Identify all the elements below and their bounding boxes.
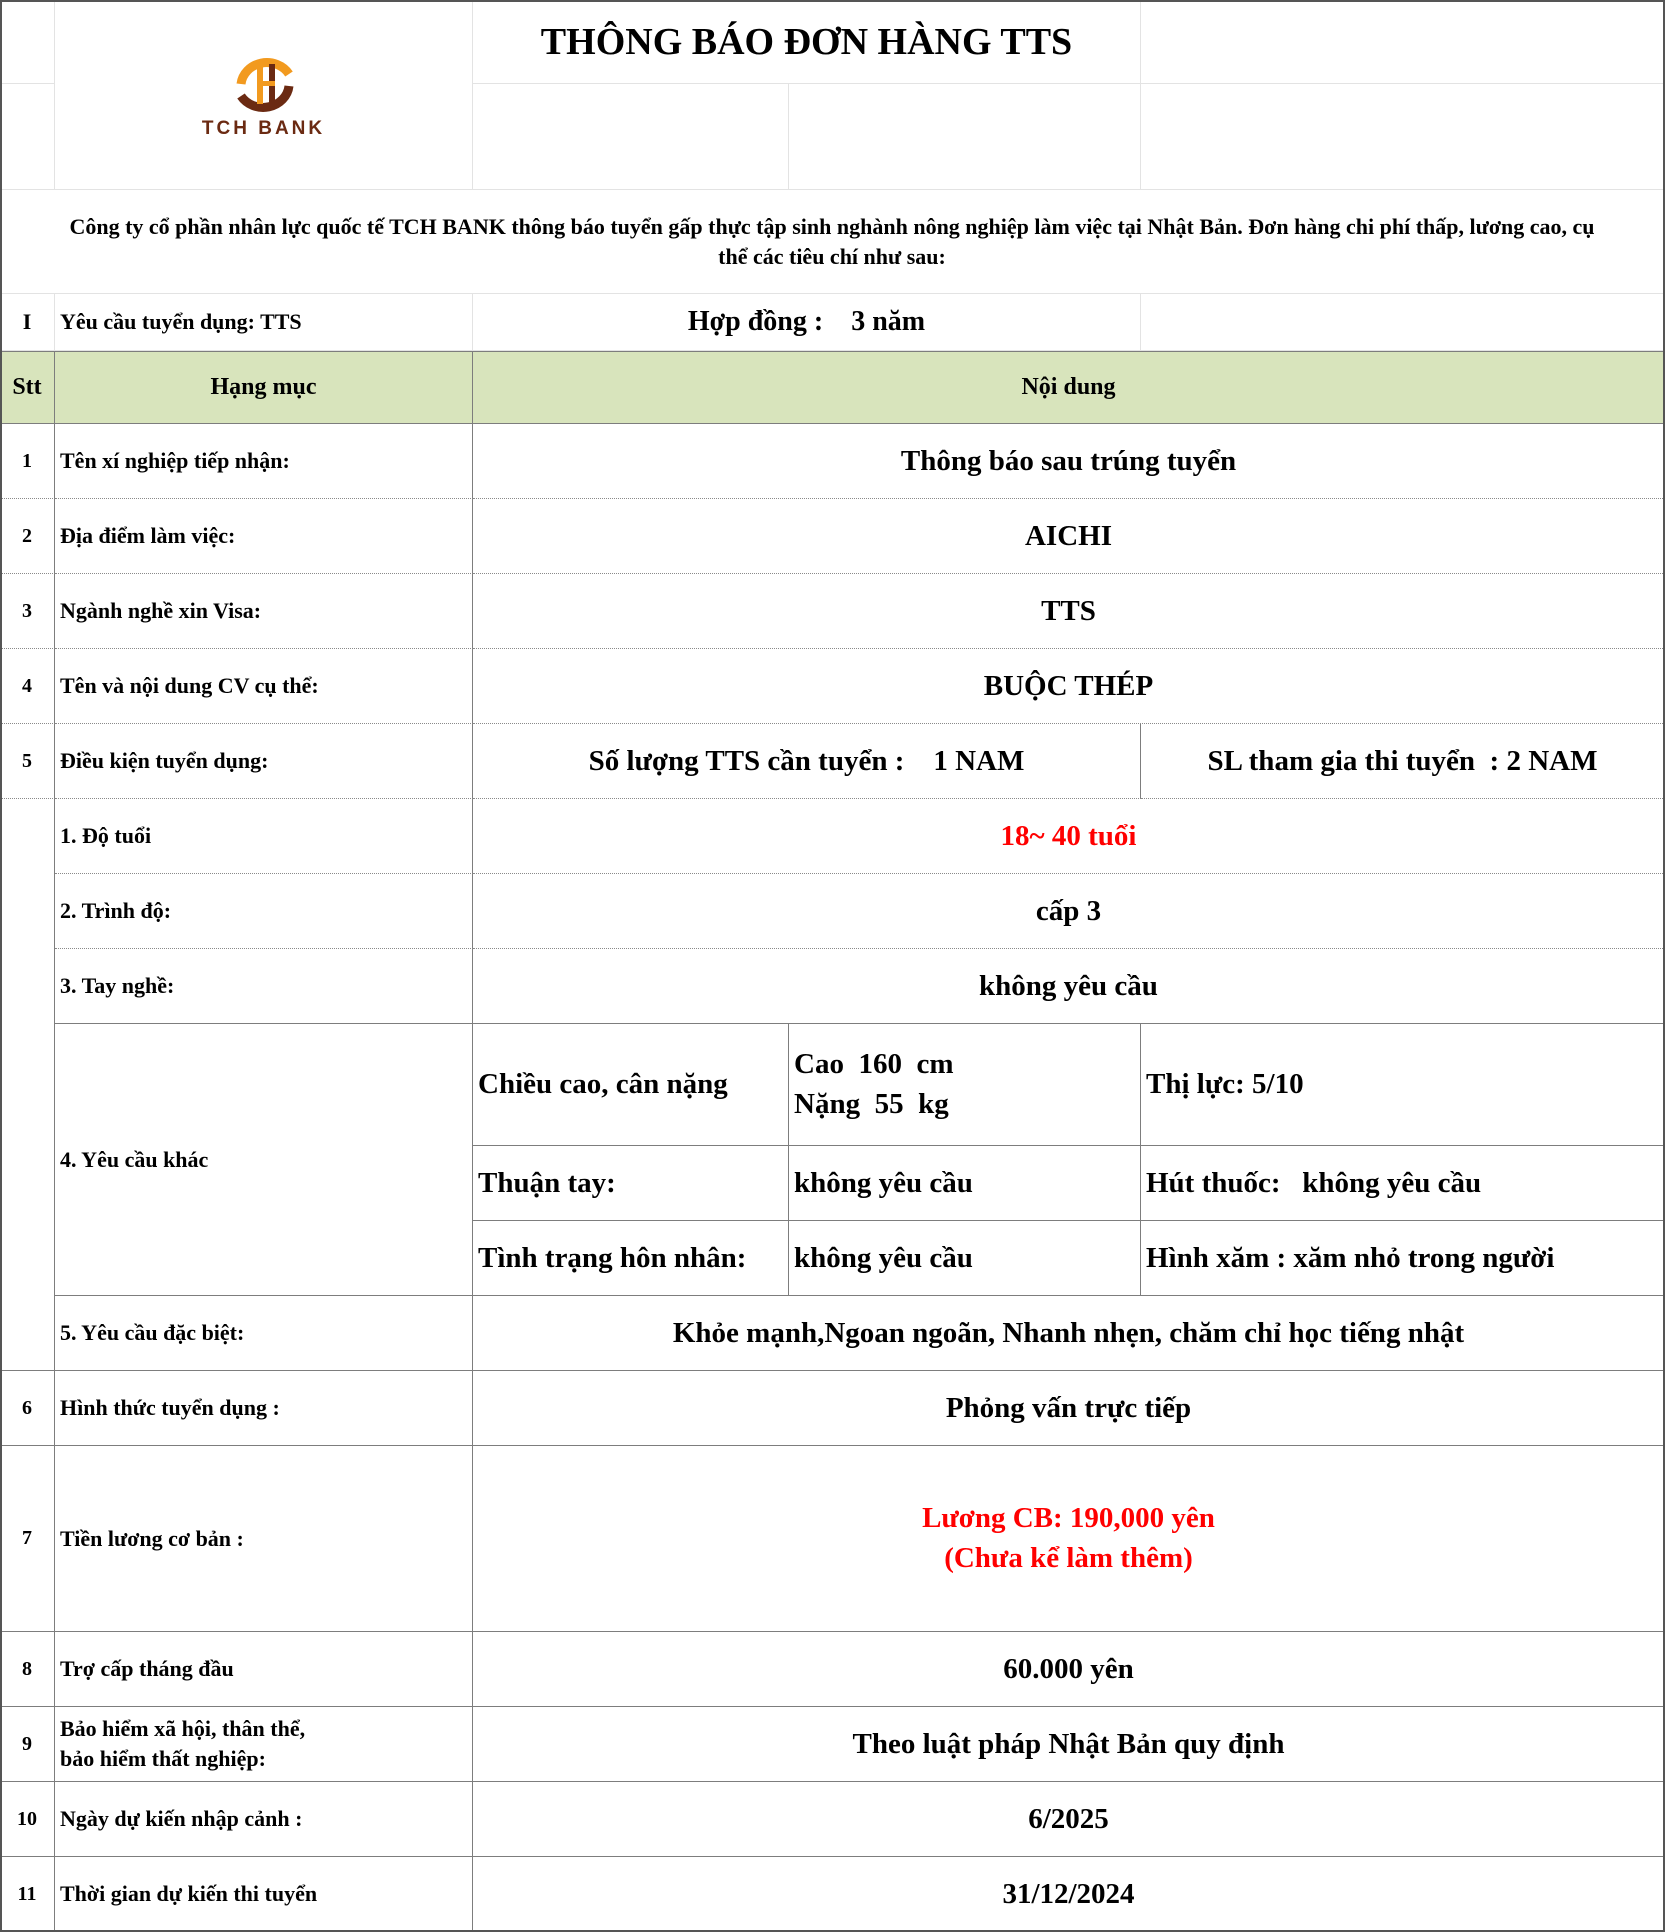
- cell-text: TTS: [1041, 594, 1096, 627]
- cell-text: Stt: [12, 374, 42, 400]
- row-stt: [0, 424, 55, 499]
- cell-text: 1. Độ tuổi: [60, 823, 152, 848]
- cell-text: 5. Yêu cầu đặc biệt:: [60, 1320, 245, 1345]
- basic-salary: Lương CB: 190,000 yên: [922, 1502, 1215, 1535]
- row-stt: [0, 1857, 55, 1932]
- cell-text: 3. Tay nghề:: [60, 973, 175, 998]
- cell-text: Theo luật pháp Nhật Bản quy định: [852, 1727, 1285, 1760]
- cell-text: 4: [22, 674, 32, 697]
- row-stt: [0, 1371, 55, 1446]
- cell-text: 11: [17, 1882, 37, 1905]
- special-requirements-label: [55, 1296, 473, 1371]
- cell-text: 31/12/2024: [1002, 1877, 1135, 1910]
- cell-text: Địa điểm làm việc:: [60, 523, 236, 548]
- cell-text: 9: [22, 1732, 32, 1755]
- row-item: [55, 574, 473, 649]
- row-stt: [0, 1632, 55, 1707]
- cell-text: Phỏng vấn trực tiếp: [945, 1391, 1192, 1424]
- page-title-cell: [473, 0, 1141, 84]
- cell-text: Chiều cao, cân nặng: [478, 1068, 728, 1100]
- row-content: [473, 1632, 1665, 1707]
- cell-text: 6: [22, 1396, 32, 1419]
- cell-text: 2: [22, 524, 32, 547]
- contract-term: [473, 294, 1141, 351]
- weight-value: Nặng 55 kg: [794, 1087, 949, 1120]
- age-label: [55, 799, 473, 874]
- cell-text: 8: [22, 1657, 32, 1680]
- cell-text: 2. Trình độ:: [60, 898, 172, 923]
- cell-text: Ngành nghề xin Visa:: [60, 598, 262, 623]
- blank-cell: [473, 84, 789, 190]
- row-stt: [0, 649, 55, 724]
- intro-line: Công ty cổ phần nhân lực quốc tế TCH BANK thông báo tuyển gấp thực tập sinh nghành nông nghiệp làm việc tại Nhật Bản. Đơn hàng chi phí thấp, lương cao, cụ: [69, 213, 1595, 239]
- blank-cell: [0, 84, 55, 190]
- cell-text: Số lượng TTS cần tuyển : 1 NAM: [588, 744, 1025, 777]
- handedness-value: [789, 1146, 1141, 1221]
- cell-text: 3: [22, 599, 32, 622]
- cell-text: Bảo hiểm xã hội, thân thể,: [60, 1716, 306, 1742]
- cell-text: BUỘC THÉP: [983, 669, 1154, 702]
- cell-text: 1: [22, 449, 32, 472]
- cell-text: AICHI: [1024, 519, 1112, 552]
- row-content: [473, 574, 1665, 649]
- cell-text: 10: [17, 1807, 37, 1830]
- cell-text: 4. Yêu cầu khác: [60, 1146, 209, 1172]
- row-stt: [0, 1782, 55, 1857]
- row-content: [473, 1857, 1665, 1932]
- exam-quantity: [1141, 724, 1665, 799]
- row-content: [473, 1371, 1665, 1446]
- skill-value: [473, 949, 1665, 1024]
- cell-text: Điều kiện tuyển dụng:: [60, 748, 269, 773]
- height-value: Cao 160 cm: [794, 1048, 954, 1081]
- education-value: [473, 874, 1665, 949]
- cell-text: Tiền lương cơ bản :: [60, 1525, 244, 1551]
- cell-text: SL tham gia thi tuyển : 2 NAM: [1207, 744, 1598, 777]
- row-stt: [0, 1707, 55, 1782]
- row-content: [473, 424, 1665, 499]
- row-item: [55, 1371, 473, 1446]
- education-label: [55, 874, 473, 949]
- marital-value: [789, 1221, 1141, 1296]
- column-header-stt: [0, 351, 55, 424]
- row-item: [55, 1707, 473, 1782]
- blank-cell: [0, 0, 55, 84]
- cell-text: cấp 3: [1035, 894, 1102, 927]
- smoking: [1141, 1146, 1665, 1221]
- handedness-label: [473, 1146, 789, 1221]
- row-item: [55, 499, 473, 574]
- cell-text: Ngày dự kiến nhập cảnh :: [60, 1806, 303, 1831]
- cell-text: 7: [22, 1527, 32, 1549]
- row-stt: [0, 574, 55, 649]
- column-header-content: [473, 351, 1665, 424]
- cell-text: Hình thức tuyển dụng :: [60, 1395, 280, 1420]
- row-item: [55, 724, 473, 799]
- blank-cell: [1141, 0, 1665, 84]
- row-stt: [0, 499, 55, 574]
- logo-cell: [55, 0, 473, 190]
- row-content: [473, 1782, 1665, 1857]
- row-item: [55, 1632, 473, 1707]
- recruit-quantity: [473, 724, 1141, 799]
- blank-cell: [789, 84, 1141, 190]
- page-title: THÔNG BÁO ĐƠN HÀNG TTS: [540, 20, 1073, 63]
- height-weight: [789, 1024, 1141, 1146]
- special-requirements-value: [473, 1296, 1665, 1371]
- salary-note: (Chưa kể làm thêm): [944, 1541, 1193, 1574]
- cell-text: 60.000 yên: [1003, 1652, 1134, 1685]
- cell-text: không yêu cầu: [979, 969, 1158, 1002]
- row-item: [55, 649, 473, 724]
- cell-text: Nội dung: [1021, 374, 1116, 400]
- blank-cell: [0, 799, 55, 1371]
- cell-text: Khỏe mạnh,Ngoan ngoãn, Nhanh nhẹn, chăm chỉ học tiếng nhật: [672, 1316, 1465, 1349]
- eyesight: [1141, 1024, 1665, 1146]
- logo-text: TCH BANK: [201, 117, 326, 139]
- cell-text: Tên và nội dung CV cụ thể:: [60, 673, 319, 698]
- intro-text: [0, 190, 1665, 294]
- row-content: [473, 1707, 1665, 1782]
- cell-text: bảo hiểm thất nghiệp:: [60, 1746, 266, 1771]
- blank-cell: [1141, 84, 1665, 190]
- age-value: [473, 799, 1665, 874]
- intro-line: thể các tiêu chí như sau:: [718, 243, 946, 269]
- cell-text: không yêu cầu: [794, 1241, 973, 1274]
- cell-text: Hợp đồng : 3 năm: [687, 306, 926, 337]
- row-content: [473, 499, 1665, 574]
- cell-text: I: [22, 309, 32, 334]
- cell-text: Tên xí nghiệp tiếp nhận:: [60, 448, 290, 473]
- cell-text: Hút thuốc: không yêu cầu: [1146, 1166, 1482, 1199]
- section-label: [55, 294, 473, 351]
- blank-cell: [1141, 294, 1665, 351]
- cell-text: Thuận tay:: [478, 1166, 616, 1199]
- column-header-item: [55, 351, 473, 424]
- body-label: [473, 1024, 789, 1146]
- cell-text: 18~ 40 tuổi: [1000, 819, 1137, 852]
- cell-text: không yêu cầu: [794, 1166, 973, 1199]
- salary-content: [473, 1446, 1665, 1632]
- cell-text: Thông báo sau trúng tuyển: [900, 444, 1237, 477]
- row-content: [473, 649, 1665, 724]
- row-stt: [0, 1446, 55, 1632]
- row-stt: [0, 724, 55, 799]
- tch-bank-logo-icon: [179, 50, 349, 120]
- row-item: [55, 1857, 473, 1932]
- cell-text: Hạng mục: [210, 374, 317, 400]
- cell-text: Trợ cấp tháng đầu: [60, 1656, 234, 1681]
- marital-label: [473, 1221, 789, 1296]
- tattoo: [1141, 1221, 1665, 1296]
- other-requirements-label: [55, 1024, 473, 1296]
- row-item: [55, 424, 473, 499]
- skill-label: [55, 949, 473, 1024]
- row-item: [55, 1782, 473, 1857]
- row-item: [55, 1446, 473, 1632]
- cell-text: 6/2025: [1028, 1802, 1109, 1835]
- cell-text: Thời gian dự kiến thi tuyển: [60, 1881, 318, 1906]
- cell-text: Hình xăm : xăm nhỏ trong người: [1146, 1241, 1555, 1274]
- section-number: [0, 294, 55, 351]
- cell-text: Thị lực: 5/10: [1146, 1068, 1304, 1100]
- cell-text: Yêu cầu tuyển dụng: TTS: [60, 309, 302, 334]
- cell-text: Tình trạng hôn nhân:: [478, 1241, 747, 1274]
- cell-text: 5: [22, 749, 32, 772]
